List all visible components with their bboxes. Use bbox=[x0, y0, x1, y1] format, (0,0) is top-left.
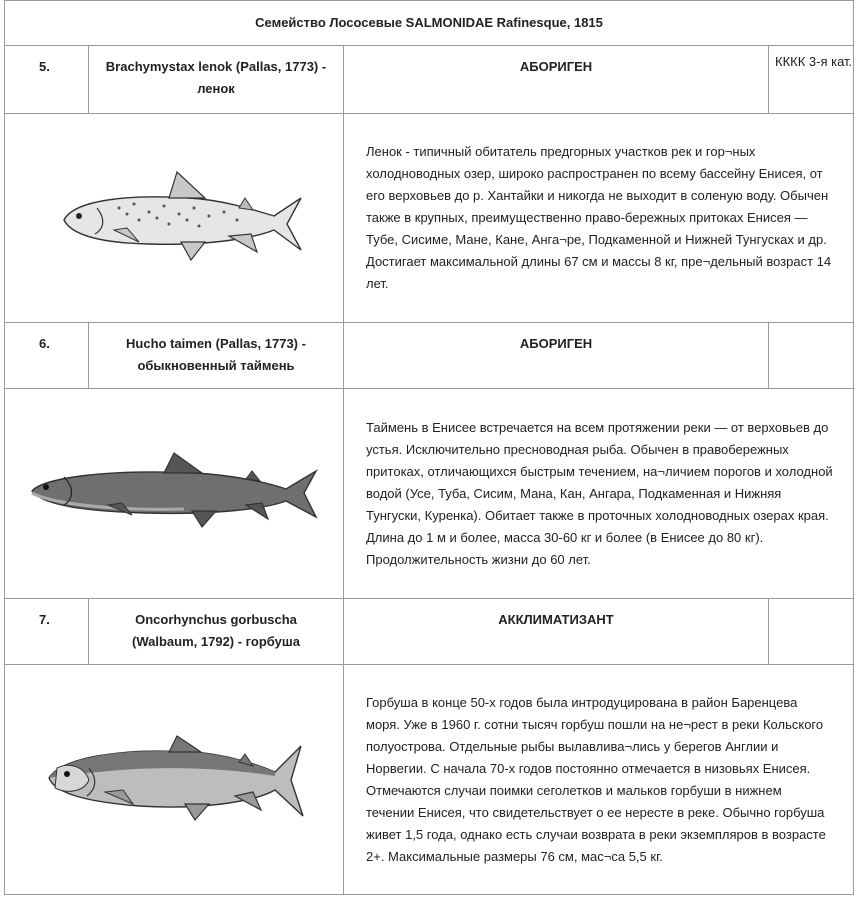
species-header-row bbox=[5, 599, 854, 665]
species-description: Ленок - типичный обитатель предгорных участков рек и гор¬ных холодноводных озер, широко распространен по всему бассейну Енисея, от его верховьев до р. Хантайки и никогда не выходит в соленую воду. Обычен также в крупных, преимущественно право-бережных притоках Енисея — Тубе, Сисиме, Мане, Кане, Анга¬ре, Подкаменной и Нижней Тунгусках и др. Достигает максимальной длины 67 см и массы 8 кг, пре¬дельный возраст 14 лет. bbox=[344, 114, 854, 323]
species-description: Таймень в Енисее встречается на всем протяжении реки — от верховьев до устья. Исключительно пресноводная рыба. Обычен в правобережных притоках, отличающихся быстрым течением, на¬личием порогов и холодной водой (Усе, Туба, Сисим, Мана, Кан, Ангара, Подкаменная и Нижняя Тунгуски, Куренка). Обитает также в проточных холодноводных озерах края. Длина до 1 м и более, масса 30-60 кг и более (в Енисее до 80 кг). Продолжительность жизни до 60 лет. bbox=[344, 389, 854, 599]
taimen-fish-illustration-icon bbox=[24, 449, 324, 539]
family-row bbox=[5, 1, 854, 46]
species-header-row bbox=[5, 323, 854, 389]
species-table bbox=[4, 0, 854, 895]
species-number: 7. bbox=[5, 599, 89, 665]
family-title: Семейство Лососевые SALMONIDAE Rafinesque, 1815 bbox=[5, 1, 854, 46]
species-description: Горбуша в конце 50-х годов была интродуцирована в район Баренцева моря. Уже в 1960 г. сотни тысяч горбуш пошли на не¬рест в реки Кольского полуострова. Отдельные рыбы вылавлива¬лись у берегов Англии и Норвегии. С начала 70-х годов постоянно отмечается в низовьях Енисея. Отмечаются случаи поимки сеголетков и мальков горбуши в нижнем течении Енисея, что свидетельствует о ее нересте в реке. Обычно горбуша живет 1,5 года, однако есть случаи возврата в реки экземпляров в возрасте 2+. Максимальные размеры 76 см, мас¬са 5,5 кг. bbox=[344, 665, 854, 895]
species-status: АБОРИГЕН bbox=[344, 323, 769, 389]
species-header-row bbox=[5, 46, 854, 114]
species-name: Hucho taimen (Pallas, 1773) - обыкновенный таймень bbox=[89, 323, 344, 389]
species-image-cell bbox=[5, 114, 344, 323]
species-body-row bbox=[5, 389, 854, 599]
species-status: АБОРИГЕН bbox=[344, 46, 769, 114]
species-category bbox=[769, 323, 854, 389]
species-status: АККЛИМАТИЗАНТ bbox=[344, 599, 769, 665]
gorbuscha-fish-illustration-icon bbox=[39, 730, 309, 830]
species-name: Oncorhynchus gorbuscha (Walbaum, 1792) - горбуша bbox=[89, 599, 344, 665]
species-image-cell bbox=[5, 389, 344, 599]
lenok-fish-illustration-icon bbox=[39, 168, 309, 268]
species-body-row bbox=[5, 114, 854, 323]
species-category: КККК 3-я кат. bbox=[769, 46, 854, 114]
species-category bbox=[769, 599, 854, 665]
species-image-cell bbox=[5, 665, 344, 895]
species-name: Brachymystax lenok (Pallas, 1773) - ленок bbox=[89, 46, 344, 114]
species-number: 6. bbox=[5, 323, 89, 389]
species-number: 5. bbox=[5, 46, 89, 114]
species-body-row bbox=[5, 665, 854, 895]
